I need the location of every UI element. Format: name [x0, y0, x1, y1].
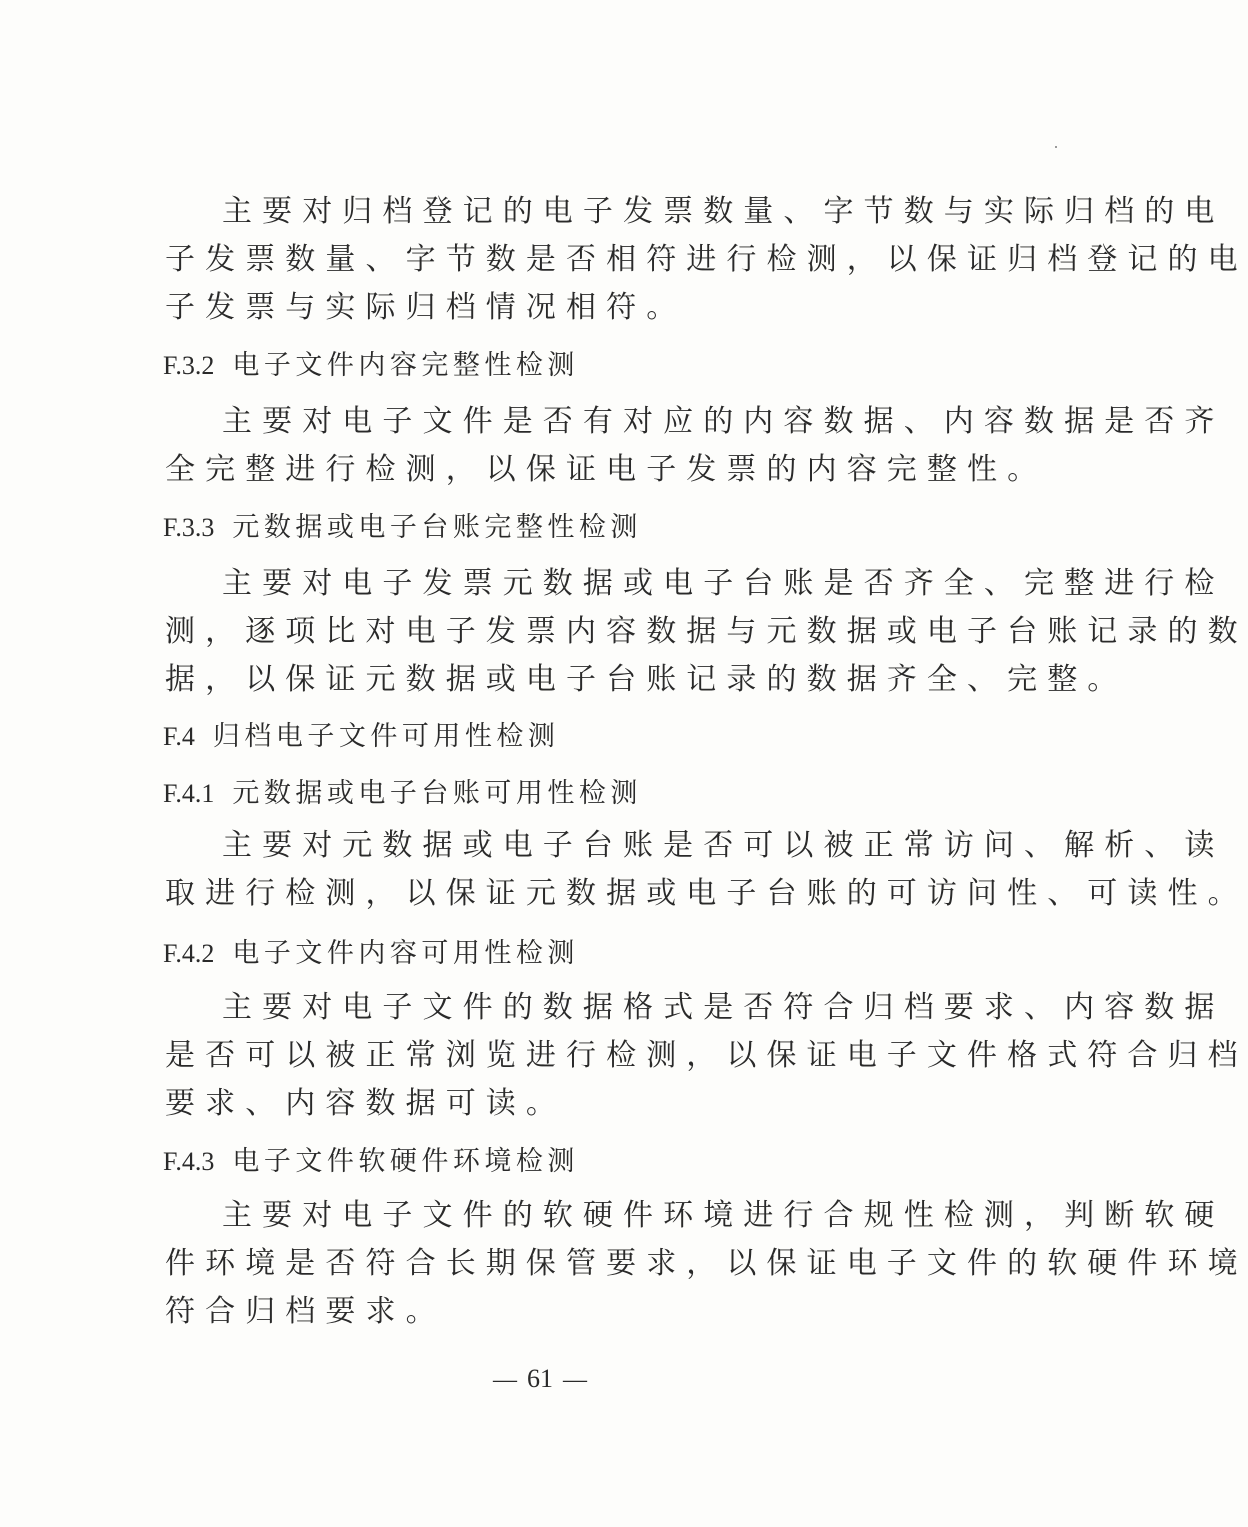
- section-number: F.4.3: [163, 1147, 215, 1176]
- paragraph-line: 符合归档要求。: [165, 1294, 446, 1329]
- section-heading: [163, 1142, 579, 1182]
- section-title: 元数据或电子台账完整性检测: [232, 512, 642, 543]
- section-title: 电子文件内容可用性检测: [232, 938, 579, 969]
- paragraph-line: 是否可以被正常浏览进行检测，以保证电子文件格式符合归档: [165, 1038, 1248, 1073]
- section-number: F.4.1: [163, 779, 215, 808]
- section-number: F.4.2: [163, 939, 215, 968]
- section-number: F.3.2: [163, 351, 215, 380]
- section-number: F.4: [163, 722, 195, 751]
- paragraph-line: 主要对电子文件的数据格式是否符合归档要求、内容数据: [222, 990, 1225, 1025]
- paragraph-line: 要求、内容数据可读。: [165, 1086, 566, 1121]
- paragraph-line: 主要对电子发票元数据或电子台账是否齐全、完整进行检: [222, 566, 1225, 601]
- page-number-value: 61: [527, 1364, 553, 1393]
- paragraph-line: 件环境是否符合长期保管要求，以保证电子文件的软硬件环境: [165, 1246, 1248, 1281]
- paragraph-line: 子发票数量、字节数是否相符进行检测，以保证归档登记的电: [165, 242, 1248, 277]
- paragraph-line: 取进行检测，以保证元数据或电子台账的可访问性、可读性。: [165, 876, 1248, 911]
- section-title: 电子文件内容完整性检测: [232, 350, 579, 381]
- section-title: 元数据或电子台账可用性检测: [232, 778, 642, 809]
- page-number-dash-right: —: [563, 1367, 587, 1393]
- section-title: 归档电子文件可用性检测: [212, 721, 560, 752]
- paragraph-line: 主要对电子文件的软硬件环境进行合规性检测，判断软硬: [222, 1198, 1225, 1233]
- paragraph-line: 主要对元数据或电子台账是否可以被正常访问、解析、读: [222, 828, 1225, 863]
- paragraph-line: 主要对电子文件是否有对应的内容数据、内容数据是否齐: [222, 404, 1225, 439]
- margin-mark: [1055, 146, 1057, 148]
- section-title: 电子文件软硬件环境检测: [232, 1146, 579, 1177]
- paragraph-line: 子发票与实际归档情况相符。: [165, 290, 687, 325]
- paragraph-line: 测，逐项比对电子发票内容数据与元数据或电子台账记录的数: [165, 614, 1248, 649]
- section-heading: [163, 934, 579, 974]
- page-number-dash-left: —: [493, 1367, 517, 1393]
- paragraph-line: 据，以保证元数据或电子台账记录的数据齐全、完整。: [165, 662, 1128, 697]
- section-number: F.3.3: [163, 513, 215, 542]
- section-heading: [163, 508, 642, 548]
- paragraph-line: 全完整进行检测，以保证电子发票的内容完整性。: [165, 452, 1048, 487]
- section-heading: [163, 717, 559, 757]
- page-number: [0, 1362, 1080, 1397]
- section-heading: [163, 346, 579, 386]
- section-heading: [163, 774, 642, 814]
- paragraph-line: 主要对归档登记的电子发票数量、字节数与实际归档的电: [222, 194, 1225, 229]
